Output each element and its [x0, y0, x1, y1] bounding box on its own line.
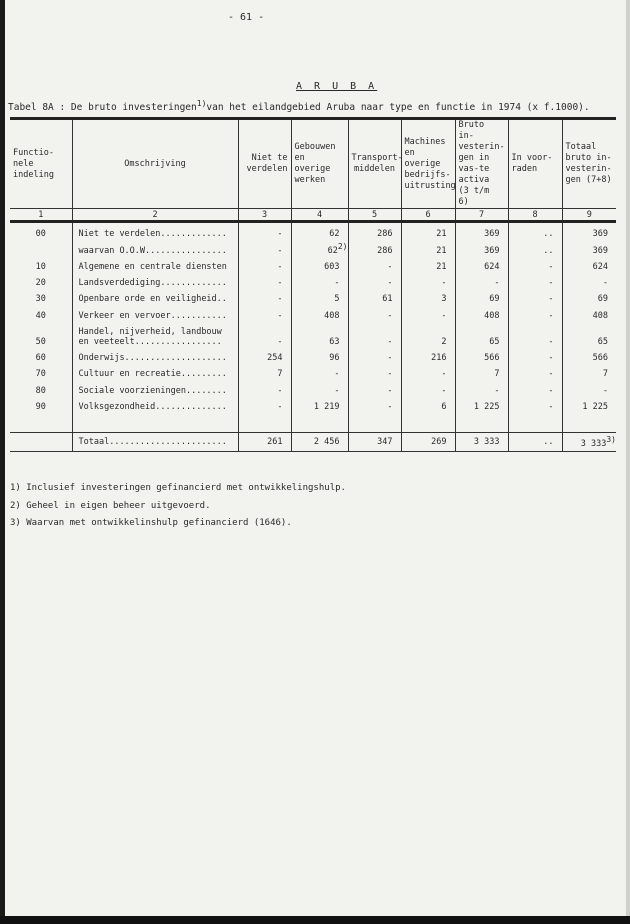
table-cell [238, 363, 291, 379]
cell-value: Handel, nijverheid, landbouw en veeteelt................. [78, 326, 222, 347]
cell-value: - [334, 369, 340, 380]
table-cell [72, 379, 238, 395]
cell-value: - [548, 261, 554, 272]
table-cell [238, 347, 291, 363]
footnote: 1) Inclusief investeringen gefinancierd met ontwikkelingshulp. [10, 483, 346, 493]
table-cell [455, 239, 508, 255]
table-cell [562, 222, 616, 240]
table-cell [508, 256, 562, 272]
table-cell [348, 222, 401, 240]
table-cell [238, 412, 291, 433]
cell-value: 7 [494, 369, 500, 380]
cell-value: 408 [592, 310, 608, 321]
caption-rest: van het eilandgebied Aruba naar type en functie in 1974 (x f.1000). [206, 102, 590, 114]
cell-value: 70 [35, 369, 46, 380]
table-cell [401, 379, 455, 395]
table-cell [562, 304, 616, 320]
table-cell [401, 412, 455, 433]
table-cell [238, 239, 291, 255]
table-cell [455, 412, 508, 433]
investment-table [10, 117, 616, 452]
table-cell [562, 396, 616, 412]
table-cell [401, 396, 455, 412]
table-cell [10, 363, 72, 379]
column-number: 3 [238, 209, 291, 222]
table-cell [401, 256, 455, 272]
footnote: 2) Geheel in eigen beheer uitgevoerd. [10, 500, 211, 511]
table-cell [508, 321, 562, 347]
cell-value: .. [543, 229, 554, 240]
cell-value: 5 [334, 294, 340, 305]
cell-value: 61 [382, 294, 393, 305]
cell-value: 369 [592, 229, 608, 240]
table-cell [291, 379, 348, 395]
table-cell [455, 363, 508, 379]
cell-value: - [387, 310, 393, 321]
table-cell [508, 239, 562, 255]
cell-value: - [277, 245, 283, 256]
table-cell [562, 272, 616, 288]
table-cell [291, 239, 348, 255]
table-cell [562, 347, 616, 363]
cell-value: 261 [267, 436, 283, 447]
column-header: Transport-middelen [348, 119, 401, 209]
table-cell [348, 379, 401, 395]
table-cell [562, 379, 616, 395]
table-cell [238, 396, 291, 412]
table-cell [238, 321, 291, 347]
table-cell [10, 272, 72, 288]
table-cell [10, 288, 72, 304]
table-cell [10, 256, 72, 272]
table-cell [401, 304, 455, 320]
cell-value: - [494, 278, 500, 289]
column-number: 7 [455, 209, 508, 222]
cell-value: - [548, 336, 554, 347]
cell-value: 566 [592, 353, 608, 364]
table-cell [72, 288, 238, 304]
cell-value: - [387, 336, 393, 347]
table-cell [508, 304, 562, 320]
cell-value: - [277, 294, 283, 305]
caption-text: Tabel 8A : De bruto investeringen [8, 102, 197, 114]
cell-value: - [277, 278, 283, 289]
table-cell [508, 363, 562, 379]
cell-value: .. [543, 245, 554, 256]
table-cell [10, 412, 72, 433]
column-header: In voor-raden [508, 119, 562, 209]
cell-value: Cultuur en recreatie......... [78, 369, 227, 380]
table-cell [72, 321, 238, 347]
column-number: 4 [291, 209, 348, 222]
column-number: 6 [401, 209, 455, 222]
cell-value: 80 [35, 385, 46, 396]
table-cell [348, 396, 401, 412]
table-cell [291, 412, 348, 433]
cell-value: 40 [35, 310, 46, 321]
table-cell [455, 379, 508, 395]
cell-value: - [602, 278, 608, 289]
table-cell [508, 288, 562, 304]
table-cell [238, 222, 291, 240]
cell-value: 62 [329, 229, 340, 240]
cell-value: 1 225 [473, 401, 500, 412]
cell-value: - [277, 401, 283, 412]
table-cell [10, 432, 72, 451]
table-cell [72, 256, 238, 272]
cell-value: - [387, 369, 393, 380]
table-cell [562, 363, 616, 379]
table-row [10, 272, 616, 288]
table-cell [238, 272, 291, 288]
table-cell [401, 321, 455, 347]
table-row [10, 412, 616, 433]
cell-value: - [548, 310, 554, 321]
cell-value: 347 [377, 436, 393, 447]
cell-value: 1 219 [313, 401, 340, 412]
table-cell [10, 379, 72, 395]
cell-value: 624 [592, 261, 608, 272]
table-cell [238, 304, 291, 320]
table-row [10, 363, 616, 379]
column-number: 1 [10, 209, 72, 222]
table-cell [508, 396, 562, 412]
table-cell [10, 239, 72, 255]
table-cell [291, 321, 348, 347]
table-cell [72, 272, 238, 288]
cell-value: 286 [377, 245, 393, 256]
cell-value: - [441, 385, 447, 396]
cell-value: - [548, 353, 554, 364]
cell-value: Sociale voorzieningen........ [78, 385, 227, 396]
cell-value: 69 [489, 294, 500, 305]
table-cell [10, 396, 72, 412]
scan-edge-right [626, 0, 630, 924]
cell-value: 3 333 [473, 436, 500, 447]
table-cell [455, 288, 508, 304]
column-number: 5 [348, 209, 401, 222]
table-cell [72, 396, 238, 412]
table-cell [401, 288, 455, 304]
table-cell [455, 272, 508, 288]
cell-value: - [441, 369, 447, 380]
cell-value: - [387, 401, 393, 412]
table-row [10, 432, 616, 451]
cell-value: - [441, 278, 447, 289]
table-cell [72, 239, 238, 255]
table-cell [455, 256, 508, 272]
cell-value: - [387, 261, 393, 272]
column-number: 9 [562, 209, 616, 222]
cell-value: Verkeer en vervoer........... [78, 310, 227, 321]
cell-value: Landsverdediging............. [78, 278, 227, 289]
cell-value: 21 [436, 245, 447, 256]
table-cell [72, 222, 238, 240]
table-cell [508, 347, 562, 363]
cell-value: 63 [329, 336, 340, 347]
cell-value: - [387, 385, 393, 396]
table-cell [238, 432, 291, 451]
table-cell [455, 347, 508, 363]
cell-value: 60 [35, 353, 46, 364]
cell-value: - [548, 278, 554, 289]
footnote-ref: 1) [196, 99, 207, 108]
table-cell [401, 347, 455, 363]
cell-value: Volksgezondheid.............. [78, 401, 227, 412]
page-number: - 61 - [228, 12, 265, 23]
table-cell [72, 304, 238, 320]
table-cell [348, 347, 401, 363]
table-cell [10, 304, 72, 320]
cell-value: 369 [592, 245, 608, 256]
table-cell [72, 432, 238, 451]
table-cell [238, 288, 291, 304]
cell-value: 21 [436, 229, 447, 240]
table-cell [562, 432, 616, 451]
cell-value: Algemene en centrale diensten [78, 261, 227, 272]
cell-value: - [602, 385, 608, 396]
cell-value: 21 [436, 261, 447, 272]
scan-edge [0, 0, 5, 924]
cell-value: 566 [484, 353, 500, 364]
table-cell [562, 412, 616, 433]
cell-value: 6 [441, 401, 447, 412]
table-cell [401, 222, 455, 240]
table-cell [348, 272, 401, 288]
cell-value: - [548, 385, 554, 396]
cell-value: - [548, 294, 554, 305]
table-cell [348, 288, 401, 304]
table-cell [10, 321, 72, 347]
cell-value: 369 [484, 245, 500, 256]
cell-value: - [494, 385, 500, 396]
cell-value: .. [543, 436, 554, 447]
cell-value: 3 [441, 294, 447, 305]
table-row [10, 379, 616, 395]
column-header: Functio-nele indeling [10, 119, 72, 209]
table-cell [291, 222, 348, 240]
table-cell [238, 256, 291, 272]
table-cell [455, 304, 508, 320]
cell-value: - [277, 310, 283, 321]
cell-value: 1 225 [582, 401, 608, 412]
table-cell [562, 321, 616, 347]
table-cell [562, 256, 616, 272]
table-cell [401, 272, 455, 288]
footnote-ref: 3) [606, 435, 616, 445]
footnote-ref: 2) [337, 241, 348, 251]
table-row [10, 321, 616, 347]
footnotes [10, 480, 346, 533]
table-cell [401, 363, 455, 379]
cell-value: 65 [489, 336, 500, 347]
table-cell [291, 256, 348, 272]
cell-value: 216 [431, 353, 447, 364]
cell-value: 408 [484, 310, 500, 321]
cell-value: - [334, 278, 340, 289]
cell-value: 369 [484, 229, 500, 240]
table-cell [455, 321, 508, 347]
cell-value: 20 [35, 278, 46, 289]
cell-value: - [548, 401, 554, 412]
table-cell [348, 304, 401, 320]
cell-value: 2 [441, 336, 447, 347]
table-cell [291, 288, 348, 304]
cell-value: - [277, 229, 283, 240]
table-cell [401, 432, 455, 451]
table-cell [291, 304, 348, 320]
column-number: 2 [72, 209, 238, 222]
table-cell [508, 272, 562, 288]
table-cell [348, 412, 401, 433]
table-cell [72, 347, 238, 363]
cell-value: - [387, 278, 393, 289]
table-cell [291, 347, 348, 363]
table-row [10, 239, 616, 255]
table-cell [348, 363, 401, 379]
cell-value: 69 [597, 294, 608, 305]
table-cell [508, 379, 562, 395]
table-cell [562, 239, 616, 255]
cell-value: Totaal....................... [78, 436, 227, 447]
column-header: Niet te verdelen [238, 119, 291, 209]
cell-value: - [277, 336, 283, 347]
table-cell [72, 412, 238, 433]
table-cell [562, 288, 616, 304]
cell-value: 62 [327, 245, 338, 256]
cell-value: - [548, 369, 554, 380]
cell-value: - [334, 385, 340, 396]
cell-value: 2 456 [313, 436, 340, 447]
table-cell [291, 432, 348, 451]
table-cell [238, 379, 291, 395]
cell-value: - [277, 385, 283, 396]
column-number: 8 [508, 209, 562, 222]
cell-value: 254 [267, 353, 283, 364]
table-cell [348, 256, 401, 272]
table-row [10, 347, 616, 363]
cell-value: - [441, 310, 447, 321]
table-row [10, 396, 616, 412]
cell-value: Onderwijs.................... [78, 353, 227, 364]
table-row [10, 256, 616, 272]
column-header: Totaal bruto in-vesterin-gen (7+8) [562, 119, 616, 209]
cell-value: 96 [329, 353, 340, 364]
table-cell [508, 222, 562, 240]
table-cell [348, 432, 401, 451]
cell-value: 50 [35, 336, 46, 347]
column-header: Machines en overige bedrijfs-uitrusting [401, 119, 455, 209]
table-row [10, 304, 616, 320]
page-title: A R U B A [296, 81, 378, 92]
table-row [10, 288, 616, 304]
table-cell [291, 396, 348, 412]
table-cell [455, 396, 508, 412]
cell-value: 603 [324, 261, 340, 272]
table-caption [8, 99, 590, 113]
column-header: Omschrijving [72, 119, 238, 209]
table-cell [72, 363, 238, 379]
cell-value: waarvan O.O.W................ [78, 245, 227, 256]
table-cell [508, 412, 562, 433]
cell-value: - [387, 353, 393, 364]
table-cell [348, 239, 401, 255]
table-cell [10, 222, 72, 240]
footnote: 3) Waarvan met ontwikkelinshulp gefinancierd (1646). [10, 518, 292, 528]
table-cell [291, 363, 348, 379]
cell-value: 30 [35, 294, 46, 305]
cell-value: 00 [35, 229, 46, 240]
table-cell [508, 432, 562, 451]
table-cell [10, 347, 72, 363]
table-cell [455, 222, 508, 240]
cell-value: 10 [35, 261, 46, 272]
cell-value: 286 [377, 229, 393, 240]
table-cell [455, 432, 508, 451]
cell-value: 624 [484, 261, 500, 272]
cell-value: 65 [597, 336, 608, 347]
table-cell [291, 272, 348, 288]
cell-value: Openbare orde en veiligheid.. [78, 294, 227, 305]
cell-value: 90 [35, 401, 46, 412]
cell-value: Niet te verdelen............. [78, 229, 227, 240]
table-cell [348, 321, 401, 347]
cell-value: 7 [602, 369, 608, 380]
cell-value: 408 [324, 310, 340, 321]
column-header: Bruto in-vesterin-gen in vas-te activa (3 t/m 6) [455, 119, 508, 209]
column-header: Gebouwen en overige werken [291, 119, 348, 209]
scan-bottom-edge [0, 916, 630, 924]
cell-value: 269 [431, 436, 447, 447]
cell-value: 7 [277, 369, 283, 380]
table-cell [401, 239, 455, 255]
table-row [10, 222, 616, 240]
cell-value: 3 333 [580, 438, 607, 449]
cell-value: - [277, 261, 283, 272]
